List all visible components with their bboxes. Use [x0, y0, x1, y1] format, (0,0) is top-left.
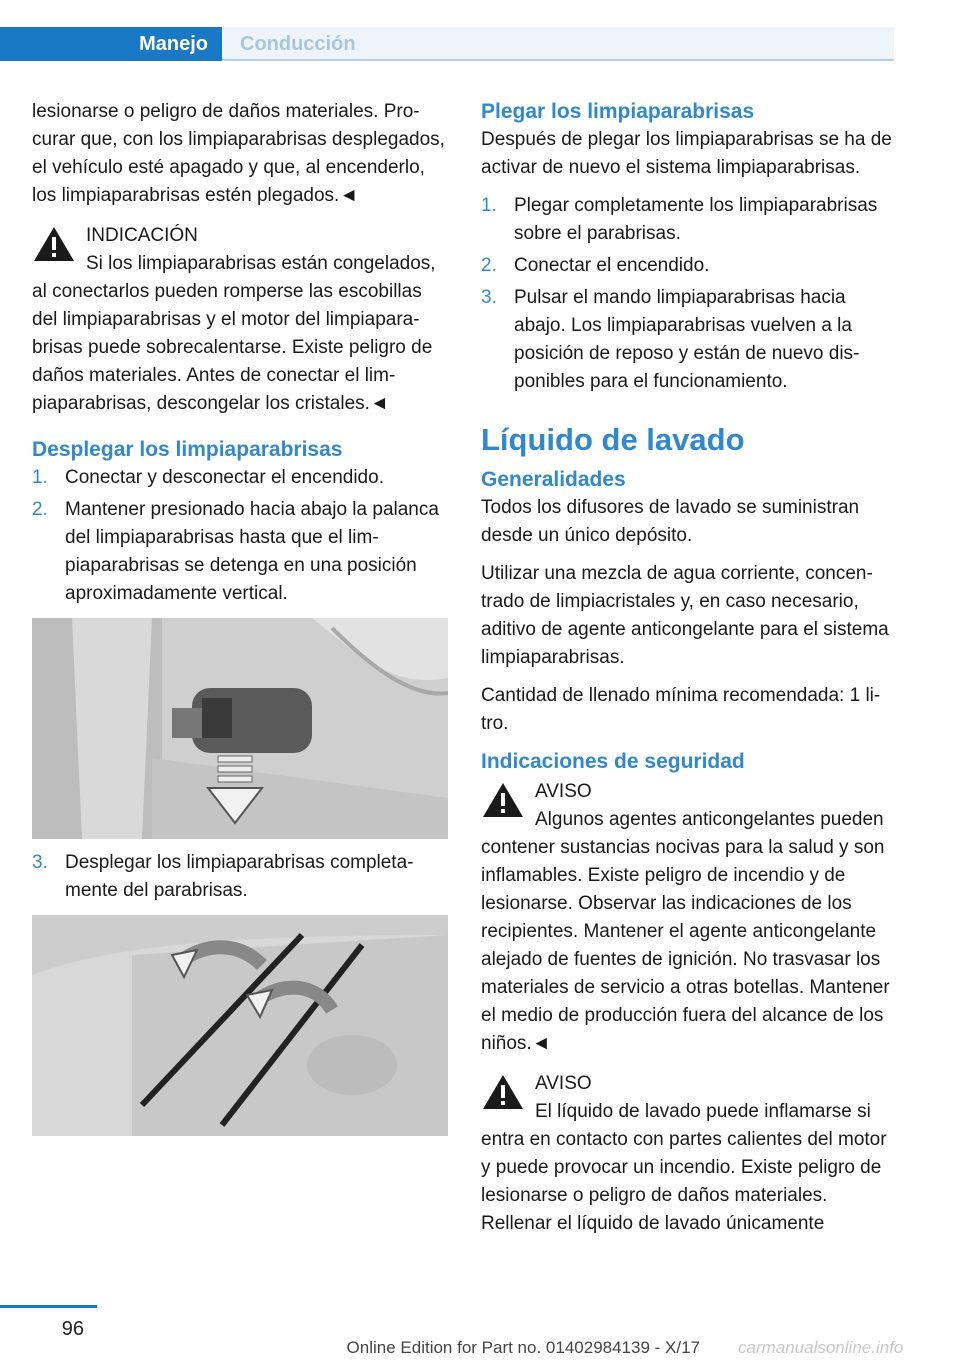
list-item: [481, 284, 897, 396]
step-text: Conectar el encendido.: [514, 255, 710, 276]
list-item: [32, 496, 448, 608]
step-number: 2.: [481, 255, 497, 276]
wiper-stalk-illustration: [32, 618, 448, 839]
step-number: 1.: [481, 195, 497, 216]
warning-block: [481, 776, 897, 1058]
warning-title: AVISO: [535, 1073, 592, 1094]
tab-manejo[interactable]: Manejo: [0, 27, 222, 61]
wipers-extended-photo: [32, 915, 448, 1136]
section-heading: Generalidades: [481, 468, 626, 491]
section-heading: Desplegar los limpiaparabrisas: [32, 438, 343, 461]
list-item: [32, 464, 448, 492]
warning-triangle-icon: [32, 224, 76, 264]
steps-list: [32, 464, 448, 608]
section-heading: Indicaciones de seguridad: [481, 750, 745, 773]
wipers-extended-illustration: [32, 915, 448, 1136]
warning-body: Si los limpiaparabrisas están congelados, al conectarlos pueden romperse las escobillas del limpiaparabrisas y el motor del limpiaparabrisas puede sobrecalentarse. Existe peligro de daños materiales. Antes de conectar el limpiaparabrisas, descongelar los cristales.◄: [32, 253, 436, 414]
right-column: [481, 98, 897, 1248]
warning-block: [481, 1068, 897, 1238]
step-number: 3.: [32, 852, 48, 873]
paragraph: Utilizar una mezcla de agua corriente, concentrado de limpiacristales y, en caso necesario, aditivo de agente anticongelante para el sistema limpiaparabrisas.: [481, 563, 889, 668]
warning-body: El líquido de lavado puede inflamarse si entra en contacto con partes calientes del motor y puede provocar un incendio. Existe peligro de lesionarse o peligro de daños materiales. Rellenar el líquido de lavado únicamente: [481, 1101, 887, 1234]
step-text: Desplegar los limpiaparabrisas completamente del parabrisas.: [65, 852, 414, 901]
paragraph: Todos los difusores de lavado se suministran desde un único depósito.: [481, 497, 860, 546]
step-text: Mantener presionado hacia abajo la palanca del limpiaparabrisas hasta que el limpiaparabrisas se detenga en una posición aproximadamente vertical.: [65, 499, 439, 604]
tab-conduccion[interactable]: Conducción: [222, 27, 894, 61]
page-number: 96: [61, 1318, 84, 1340]
step-number: 3.: [481, 287, 497, 308]
paragraph: Después de plegar los limpiaparabrisas se ha de activar de nuevo el sistema limpiaparabrisas.: [481, 129, 892, 178]
footer-divider: [0, 1305, 97, 1308]
edition-note: Online Edition for Part no. 01402984139 - X/17: [346, 1338, 700, 1357]
warning-triangle-icon: [481, 780, 525, 820]
warning-title: INDICACIÓN: [86, 225, 198, 246]
left-column: [32, 98, 448, 1146]
paragraph: Cantidad de llenado mínima recomendada: 1 litro.: [481, 685, 881, 734]
step-text: Pulsar el mando limpiaparabrisas hacia abajo. Los limpiaparabrisas vuelven a la posición de reposo y están de nuevo disponibles para el funcionamiento.: [514, 287, 860, 392]
watermark: carmanualsonline.info: [738, 1338, 904, 1357]
warning-body: Algunos agentes anticongelantes pueden contener sustancias nocivas para la salud y son inflamables. Existe peligro de incendio y de lesionarse. Observar las indicaciones de los recipientes. Mantener el agente anticongelante alejado de fuentes de ignición. No trasvasar los materiales de servicio a otras botellas. Mantener el medio de producción fuera del alcance de los niños.◄: [481, 809, 890, 1054]
list-item: [481, 252, 897, 280]
step-number: 1.: [32, 467, 48, 488]
warning-triangle-icon: [481, 1072, 525, 1112]
step-text: Plegar completamente los limpiaparabrisas sobre el parabrisas.: [514, 195, 878, 244]
warning-title: AVISO: [535, 781, 592, 802]
step-text: Conectar y desconectar el encendido.: [65, 467, 384, 488]
list-item: [32, 849, 448, 905]
chapter-heading: Líquido de lavado: [481, 422, 745, 457]
wiper-stalk-photo: [32, 618, 448, 839]
list-item: [481, 192, 897, 248]
step-number: 2.: [32, 499, 48, 520]
section-heading: Plegar los limpiaparabrisas: [481, 100, 755, 123]
header-divider: [222, 59, 894, 61]
paragraph: lesionarse o peligro de daños materiales. Procurar que, con los limpiaparabrisas desplegados, el vehículo esté apagado y que, al encenderlo, los limpiaparabrisas estén plegados.◄: [32, 101, 445, 206]
steps-list-continued: [32, 849, 448, 905]
warning-block: [32, 220, 448, 418]
steps-list: [481, 192, 897, 396]
